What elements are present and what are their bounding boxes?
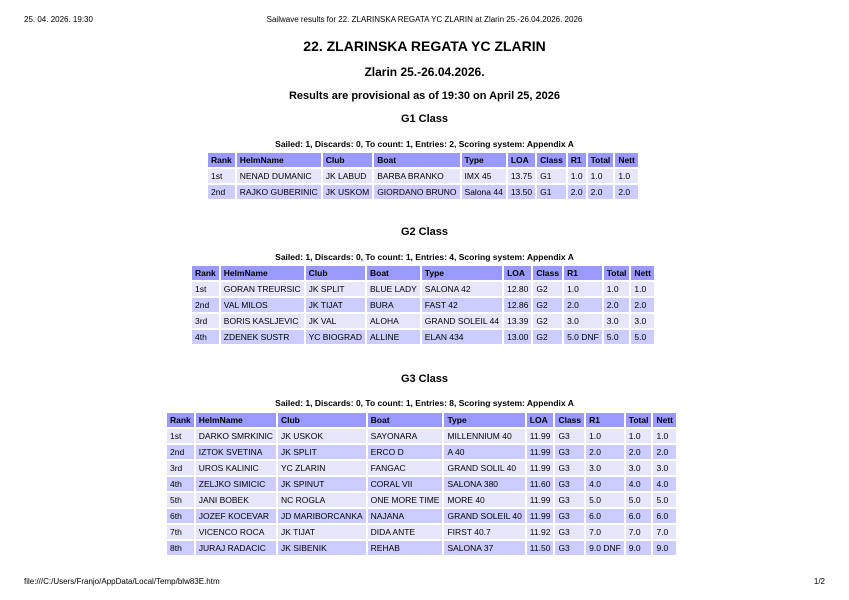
table-cell: GRAND SOLEIL 40 (444, 509, 524, 523)
table-cell: SALONA 42 (422, 282, 502, 296)
table-cell: 13.75 (508, 169, 535, 183)
event-subtitle: Zlarin 25.-26.04.2026. (364, 65, 485, 79)
table-cell: 11.60 (527, 477, 554, 491)
table-cell: FIRST 40.7 (444, 525, 524, 539)
table-cell: 2nd (192, 298, 219, 312)
table-cell: 12.80 (504, 282, 531, 296)
table-cell: 1.0 (653, 429, 676, 443)
table-cell: G1 (537, 169, 566, 183)
table-cell: 2.0 (568, 185, 586, 199)
table-cell: 6.0 (653, 509, 676, 523)
table-cell: G3 (555, 461, 584, 475)
table-cell: SAYONARA (368, 429, 443, 443)
table-cell: 11.99 (527, 509, 554, 523)
table-cell: G2 (533, 314, 562, 328)
column-header: Club (306, 266, 365, 280)
table-cell: ALLINE (367, 330, 420, 344)
table-cell: NC ROGLA (278, 493, 366, 507)
table-cell: MORE 40 (444, 493, 524, 507)
table-cell: JANI BOBEK (196, 493, 276, 507)
class-heading-g3: G3 Class (400, 373, 449, 385)
table-row (167, 509, 676, 523)
table-cell: G1 (537, 185, 566, 199)
table-cell: CORAL VII (368, 477, 443, 491)
table-cell: 1st (208, 169, 235, 183)
table-cell: ONE MORE TIME (368, 493, 443, 507)
table-cell: NENAD DUMANIC (237, 169, 321, 183)
column-header: R1 (568, 153, 586, 167)
results-table-g1 (206, 151, 640, 201)
column-header: R1 (564, 266, 602, 280)
table-cell: 5.0 DNF (564, 330, 602, 344)
table-cell: 13.39 (504, 314, 531, 328)
table-cell: 11.92 (527, 525, 554, 539)
table-cell: 4.0 (586, 477, 624, 491)
table-row (167, 541, 676, 555)
table-cell: JK SPLIT (278, 445, 366, 459)
table-cell: 2nd (167, 445, 194, 459)
table-cell: 4.0 (653, 477, 676, 491)
column-header: HelmName (196, 413, 276, 427)
table-cell: 1.0 (568, 169, 586, 183)
table-cell: 9.0 (626, 541, 652, 555)
table-cell: JK TIJAT (306, 298, 365, 312)
table-cell: FAST 42 (422, 298, 502, 312)
print-header (24, 15, 825, 25)
table-row (192, 330, 654, 344)
table-cell: Salona 44 (462, 185, 506, 199)
table-cell: GRAND SOLIL 40 (444, 461, 524, 475)
table-cell: 11.99 (527, 493, 554, 507)
table-cell: JK LABUD (323, 169, 372, 183)
table-row (167, 445, 676, 459)
table-cell: G3 (555, 541, 584, 555)
table-cell: 3rd (192, 314, 219, 328)
column-header: Type (444, 413, 524, 427)
table-cell: 2nd (208, 185, 235, 199)
table-row (208, 185, 638, 199)
table-cell: A 40 (444, 445, 524, 459)
column-header: HelmName (221, 266, 304, 280)
table-cell: YC ZLARIN (278, 461, 366, 475)
table-cell: BARBA BRANKO (374, 169, 459, 183)
results-table-g3 (165, 411, 678, 557)
table-cell: 7.0 (653, 525, 676, 539)
column-header: Boat (368, 413, 443, 427)
table-cell: JK USKOK (278, 429, 366, 443)
column-header: Total (626, 413, 652, 427)
table-cell: IZTOK SVETINA (196, 445, 276, 459)
table-cell: 5th (167, 493, 194, 507)
class-info-g3: Sailed: 1, Discards: 0, To count: 1, Entries: 8, Scoring system: Appendix A (275, 398, 574, 408)
table-cell: 13.50 (508, 185, 535, 199)
table-header-row (208, 153, 638, 167)
table-cell: 5.0 (586, 493, 624, 507)
table-row (167, 477, 676, 491)
table-cell: JK TIJAT (278, 525, 366, 539)
table-cell: JURAJ RADACIC (196, 541, 276, 555)
column-header: Boat (374, 153, 459, 167)
column-header: Type (462, 153, 506, 167)
table-row (167, 429, 676, 443)
table-cell: 1st (167, 429, 194, 443)
column-header: Club (323, 153, 372, 167)
column-header: Nett (653, 413, 676, 427)
table-cell: YC BIOGRAD (306, 330, 365, 344)
class-info-g2: Sailed: 1, Discards: 0, To count: 1, Entries: 4, Scoring system: Appendix A (275, 252, 574, 262)
table-cell: 2.0 (653, 445, 676, 459)
table-cell: 2.0 (631, 298, 654, 312)
table-cell: 7.0 (626, 525, 652, 539)
table-cell: 13.00 (504, 330, 531, 344)
table-cell: GORAN TREURSIC (221, 282, 304, 296)
table-cell: JK SIBENIK (278, 541, 366, 555)
table-cell: ALOHA (367, 314, 420, 328)
print-footer (24, 577, 825, 587)
table-cell: ERCO D (368, 445, 443, 459)
table-cell: G3 (555, 477, 584, 491)
table-cell: 6th (167, 509, 194, 523)
table-cell: 3.0 (604, 314, 630, 328)
column-header: Rank (167, 413, 194, 427)
table-cell: 5.0 (626, 493, 652, 507)
table-cell: VICENCO ROCA (196, 525, 276, 539)
table-row (192, 314, 654, 328)
print-timestamp: 25. 04. 2026. 19:30 (24, 15, 93, 24)
table-cell: 2.0 (626, 445, 652, 459)
print-file-url: file:///C:/Users/Franjo/AppData/Local/Temp/blw83E.htm (24, 577, 220, 586)
table-cell: IMX 45 (462, 169, 506, 183)
class-info-g1: Sailed: 1, Discards: 0, To count: 1, Entries: 2, Scoring system: Appendix A (275, 139, 574, 149)
table-cell: G2 (533, 298, 562, 312)
table-cell: 12.86 (504, 298, 531, 312)
table-cell: 4.0 (626, 477, 652, 491)
column-header: R1 (586, 413, 624, 427)
table-cell: 3rd (167, 461, 194, 475)
column-header: Class (555, 413, 584, 427)
column-header: Club (278, 413, 366, 427)
column-header: Rank (192, 266, 219, 280)
table-cell: 3.0 (631, 314, 654, 328)
table-cell: 9.0 (653, 541, 676, 555)
table-cell: G2 (533, 282, 562, 296)
table-cell: 7.0 (586, 525, 624, 539)
table-cell: JD MARIBORCANKA (278, 509, 366, 523)
table-cell: 11.99 (527, 445, 554, 459)
column-header: Nett (615, 153, 638, 167)
table-cell: 4th (192, 330, 219, 344)
column-header: Class (537, 153, 566, 167)
table-cell: 11.99 (527, 429, 554, 443)
table-cell: 6.0 (586, 509, 624, 523)
table-cell: 3.0 (626, 461, 652, 475)
table-cell: 3.0 (564, 314, 602, 328)
table-cell: 1.0 (615, 169, 638, 183)
table-header-row (192, 266, 654, 280)
table-cell: 2.0 (604, 298, 630, 312)
table-cell: G3 (555, 525, 584, 539)
table-cell: RAJKO GUBERINIC (237, 185, 321, 199)
table-cell: FANGAC (368, 461, 443, 475)
table-cell: SALONA 37 (444, 541, 524, 555)
table-cell: 2.0 (588, 185, 614, 199)
table-cell: JK SPINUT (278, 477, 366, 491)
table-cell: ELAN 434 (422, 330, 502, 344)
results-table-g2 (190, 264, 656, 346)
table-cell: JK USKOM (323, 185, 372, 199)
table-row (167, 461, 676, 475)
table-cell: 3.0 (586, 461, 624, 475)
table-cell: 5.0 (631, 330, 654, 344)
table-cell: JOZEF KOCEVAR (196, 509, 276, 523)
table-header-row (167, 413, 676, 427)
table-cell: G3 (555, 493, 584, 507)
table-cell: G3 (555, 445, 584, 459)
event-title: 22. ZLARINSKA REGATA YC ZLARIN (303, 38, 546, 54)
table-cell: 1.0 (604, 282, 630, 296)
table-cell: SALONA 380 (444, 477, 524, 491)
table-cell: DIDA ANTE (368, 525, 443, 539)
table-row (167, 493, 676, 507)
table-cell: 2.0 (564, 298, 602, 312)
column-header: LOA (504, 266, 531, 280)
table-cell: 11.50 (527, 541, 554, 555)
table-cell: NAJANA (368, 509, 443, 523)
table-cell: 5.0 (604, 330, 630, 344)
table-cell: 4th (167, 477, 194, 491)
table-cell: 6.0 (626, 509, 652, 523)
column-header: LOA (508, 153, 535, 167)
provisional-note: Results are provisional as of 19:30 on April 25, 2026 (288, 90, 561, 102)
table-cell: JK SPLIT (306, 282, 365, 296)
table-cell: 1.0 (564, 282, 602, 296)
table-cell: ZDENEK SUSTR (221, 330, 304, 344)
table-row (208, 169, 638, 183)
class-heading-g1: G1 Class (400, 113, 449, 125)
table-cell: DARKO SMRKINIC (196, 429, 276, 443)
column-header: Total (604, 266, 630, 280)
table-cell: 3.0 (653, 461, 676, 475)
column-header: Rank (208, 153, 235, 167)
table-cell: REHAB (368, 541, 443, 555)
table-cell: 7th (167, 525, 194, 539)
table-row (192, 282, 654, 296)
column-header: Boat (367, 266, 420, 280)
table-cell: G3 (555, 429, 584, 443)
table-cell: G2 (533, 330, 562, 344)
table-cell: VAL MILOS (221, 298, 304, 312)
table-cell: 8th (167, 541, 194, 555)
table-cell: 11.99 (527, 461, 554, 475)
table-cell: 1.0 (631, 282, 654, 296)
table-cell: JK VAL (306, 314, 365, 328)
table-cell: GIORDANO BRUNO (374, 185, 459, 199)
table-cell: UROS KALINIC (196, 461, 276, 475)
table-cell: 1st (192, 282, 219, 296)
table-cell: BORIS KASLJEVIC (221, 314, 304, 328)
print-page-number: 1/2 (813, 577, 825, 586)
column-header: LOA (527, 413, 554, 427)
table-cell: 1.0 (588, 169, 614, 183)
column-header: Class (533, 266, 562, 280)
table-cell: MILLENNIUM 40 (444, 429, 524, 443)
table-cell: BLUE LADY (367, 282, 420, 296)
table-cell: 1.0 (586, 429, 624, 443)
print-document-title: Sailwave results for 22. ZLARINSKA REGATA YC ZLARIN at Zlarin 25.-26.04.2026. 2026 (266, 15, 583, 24)
table-cell: 1.0 (626, 429, 652, 443)
table-row (167, 525, 676, 539)
table-row (192, 298, 654, 312)
column-header: Nett (631, 266, 654, 280)
table-cell: 2.0 (586, 445, 624, 459)
table-cell: G3 (555, 509, 584, 523)
table-cell: 5.0 (653, 493, 676, 507)
table-cell: 9.0 DNF (586, 541, 624, 555)
column-header: Type (422, 266, 502, 280)
table-cell: ZELJKO SIMICIC (196, 477, 276, 491)
class-heading-g2: G2 Class (400, 226, 449, 238)
column-header: HelmName (237, 153, 321, 167)
column-header: Total (588, 153, 614, 167)
table-cell: 2.0 (615, 185, 638, 199)
table-cell: BURA (367, 298, 420, 312)
table-cell: GRAND SOLEIL 44 (422, 314, 502, 328)
